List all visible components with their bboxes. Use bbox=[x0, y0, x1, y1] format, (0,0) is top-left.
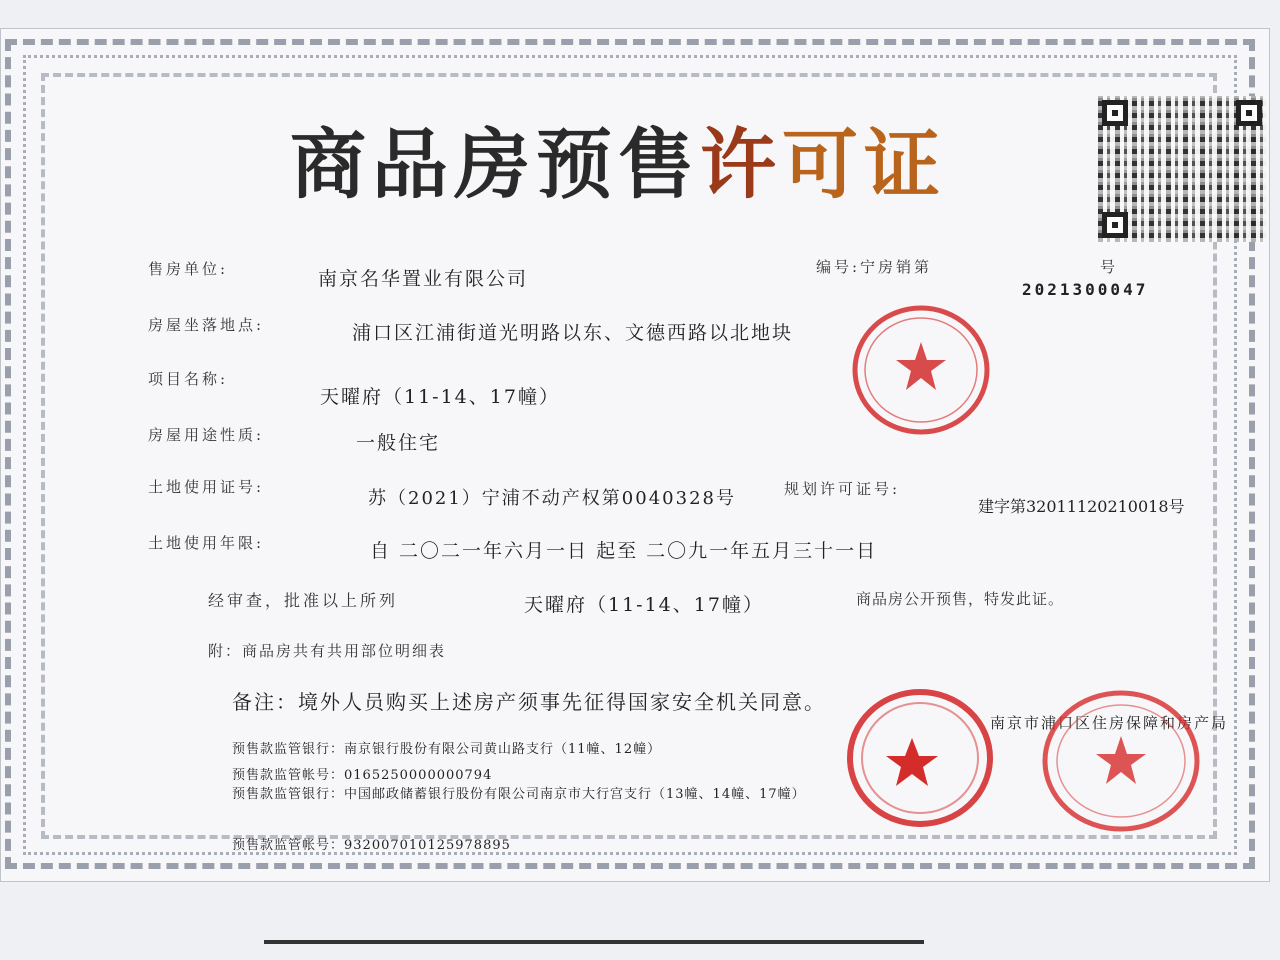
term-label: 土地使用年限: bbox=[148, 534, 265, 552]
bank-line-1: 预售款监管银行：南京银行股份有限公司黄山路支行（11幢、12幢） bbox=[232, 742, 662, 757]
number-value: 2021300047 bbox=[1022, 280, 1149, 299]
title-part-3: 可证 bbox=[782, 120, 946, 209]
approval-prefix: 经审查，批准以上所列 bbox=[208, 591, 399, 610]
remark-note: 备注：境外人员购买上述房产须事先征得国家安全机关同意。 bbox=[232, 690, 826, 714]
number-label: 编号:宁房销第 bbox=[816, 258, 933, 276]
official-seal-icon bbox=[840, 684, 1000, 832]
land-cert-value: 苏（2021）宁浦不动产权第0040328号 bbox=[368, 488, 736, 509]
location-label: 房屋坐落地点: bbox=[148, 316, 265, 334]
location-value: 浦口区江浦街道光明路以东、文德西路以北地块 bbox=[352, 322, 794, 344]
seller-label: 售房单位: bbox=[148, 260, 229, 278]
issuer-name: 南京市浦口区住房保障和房产局 bbox=[990, 714, 1229, 732]
approval-project: 天曜府（11-14、17幢） bbox=[524, 594, 764, 616]
attachment-note: 附：商品房共有共用部位明细表 bbox=[208, 642, 447, 660]
title-part-1: 商品房预售 bbox=[290, 120, 700, 209]
approval-suffix: 商品房公开预售，特发此证。 bbox=[856, 590, 1065, 608]
bottom-rule bbox=[264, 940, 924, 944]
official-seal-icon bbox=[1036, 686, 1206, 836]
qr-code-icon[interactable] bbox=[1098, 96, 1266, 242]
qr-finder-icon bbox=[1236, 100, 1262, 126]
bank-line-4: 预售款监管帐号：93200701012597889​5 bbox=[232, 838, 511, 853]
usage-label: 房屋用途性质: bbox=[148, 426, 265, 444]
certificate-title bbox=[290, 104, 946, 213]
usage-value: 一般住宅 bbox=[356, 432, 441, 454]
qr-finder-icon bbox=[1102, 100, 1128, 126]
plan-label: 规划许可证号: bbox=[784, 480, 901, 498]
land-cert-label: 土地使用证号: bbox=[148, 478, 265, 496]
project-label: 项目名称: bbox=[148, 370, 229, 388]
bank-line-2: 预售款监管帐号：0165250000000794 bbox=[232, 768, 493, 783]
qr-finder-icon bbox=[1102, 212, 1128, 238]
plan-value: 建字第32011120210018号 bbox=[978, 497, 1185, 516]
number-suffix: 号 bbox=[1100, 258, 1119, 276]
project-value: 天曜府（11-14、17幢） bbox=[320, 386, 560, 408]
title-part-2: 许 bbox=[700, 120, 782, 209]
bank-line-3: 预售款监管银行：中国邮政储蓄银行股份有限公司南京市大行宫支行（13幢、14幢、17幢） bbox=[232, 787, 806, 802]
official-seal-icon bbox=[846, 300, 996, 440]
term-value: 自 二〇二一年六月一日 起至 二〇九一年五月三十一日 bbox=[370, 540, 878, 562]
seller-value: 南京名华置业有限公司 bbox=[318, 268, 529, 290]
